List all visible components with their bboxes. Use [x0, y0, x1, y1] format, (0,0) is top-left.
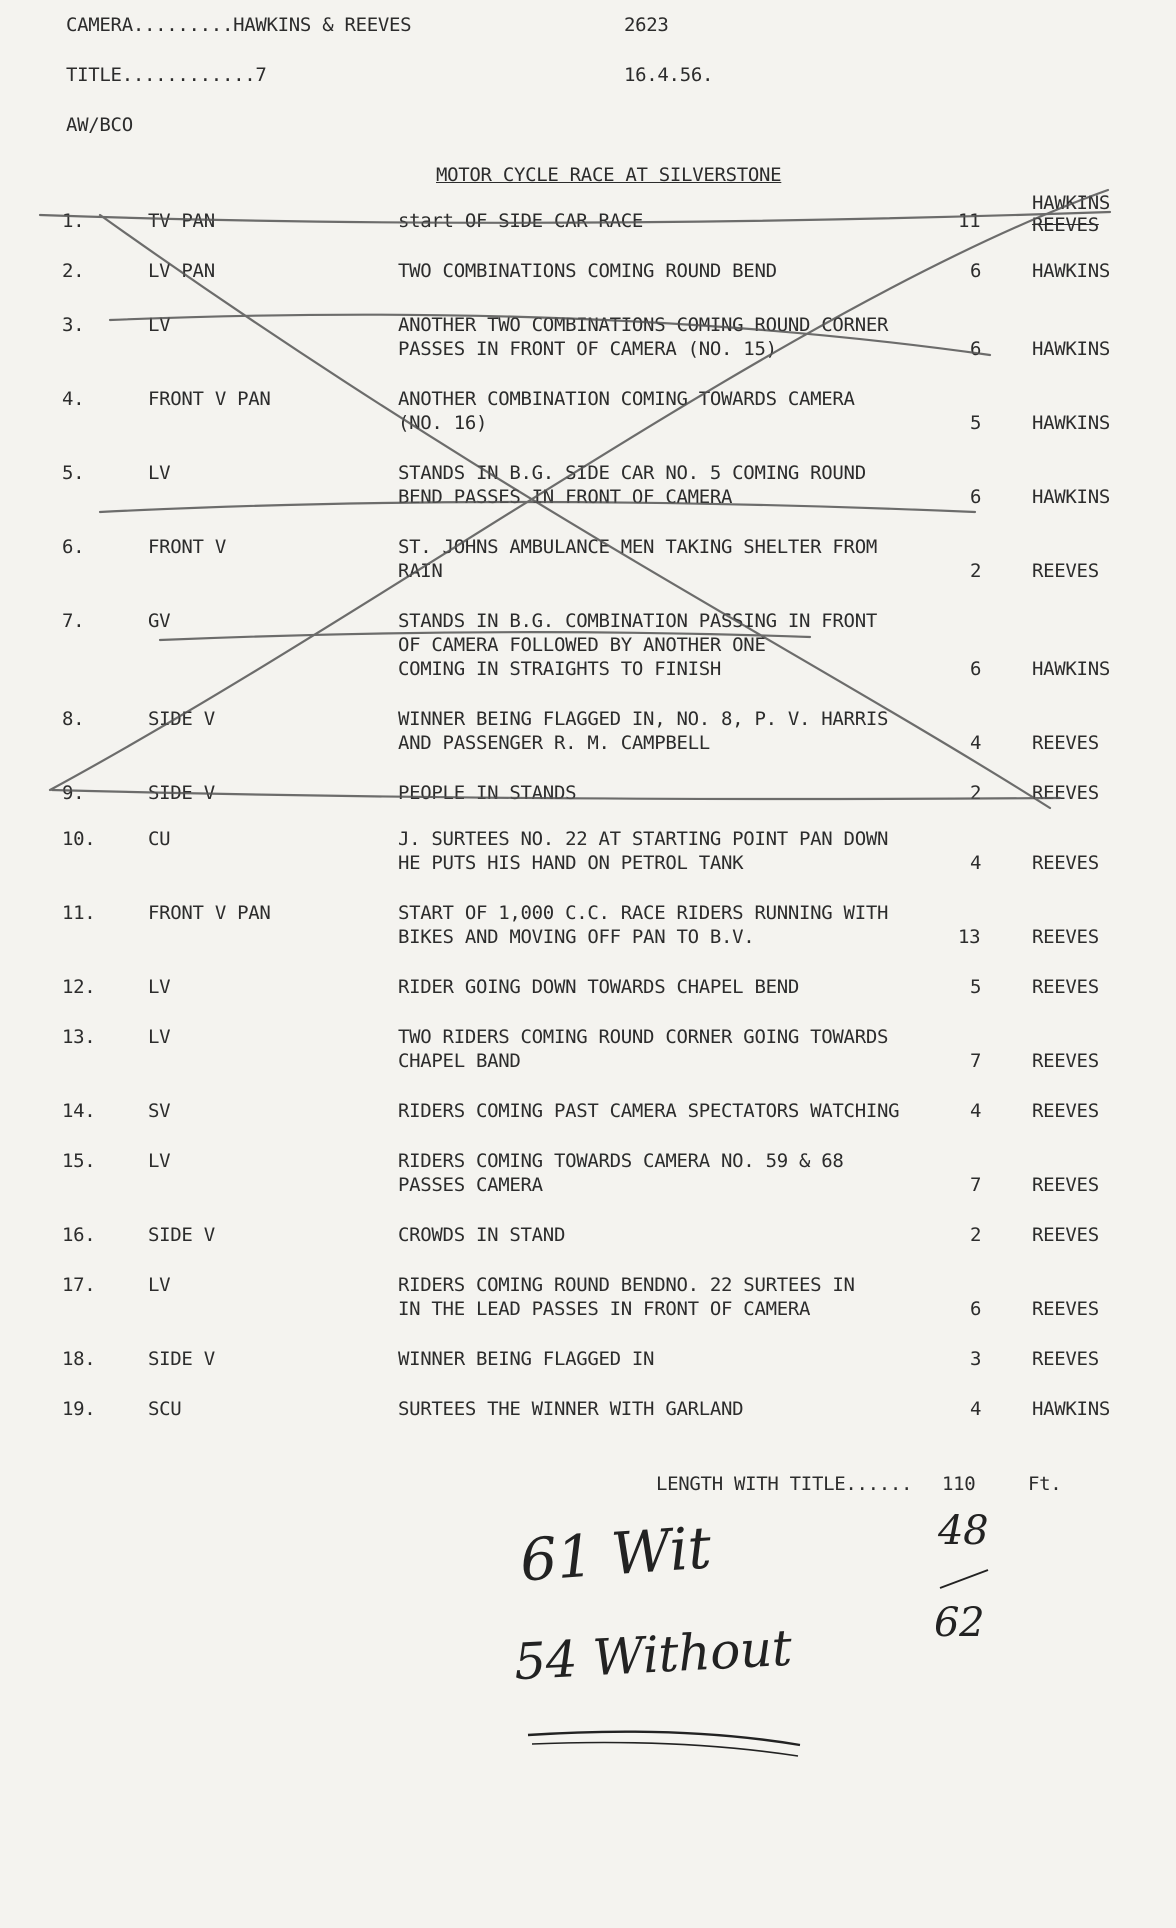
shot-description-line: IN THE LEAD PASSES IN FRONT OF CAMERA [398, 1298, 811, 1320]
shot-camera: HAWKINS [1032, 338, 1110, 360]
shot-length: 6 [970, 658, 982, 680]
handwritten-calc-top: 48 [938, 1508, 989, 1554]
shot-description-line: RIDERS COMING PAST CAMERA SPECTATORS WATCHING [398, 1100, 900, 1122]
shot-number: 7. [62, 610, 85, 632]
shot-number: 2. [62, 260, 85, 282]
shot-description-line: RIDERS COMING TOWARDS CAMERA NO. 59 & 68 [398, 1150, 844, 1172]
handwritten-without-note: 54 Without [512, 1618, 794, 1692]
shot-type: CU [148, 828, 171, 850]
shot-description-line: RIDER GOING DOWN TOWARDS CHAPEL BEND [398, 976, 800, 998]
shot-type: LV [148, 1026, 171, 1048]
shot-length: 3 [970, 1348, 982, 1370]
length-value: 110 [942, 1473, 976, 1495]
shot-description-line: ANOTHER COMBINATION COMING TOWARDS CAMERA [398, 388, 855, 410]
shot-number: 5. [62, 462, 85, 484]
shot-type: LV [148, 976, 171, 998]
shot-length: 7 [970, 1050, 982, 1072]
document-number: 2623 [624, 14, 669, 36]
shot-camera-struck: REEVES [1032, 214, 1099, 236]
shot-description-line: TWO RIDERS COMING ROUND CORNER GOING TOWARDS [398, 1026, 889, 1048]
shot-type: FRONT V PAN [148, 388, 271, 410]
shot-type: FRONT V PAN [148, 902, 271, 924]
shot-camera: REEVES [1032, 560, 1099, 582]
shot-type: LV [148, 1274, 171, 1296]
shot-type: SIDE V [148, 708, 215, 730]
shot-length: 6 [970, 1298, 982, 1320]
shot-type: SIDE V [148, 1224, 215, 1246]
shot-description-line: COMING IN STRAIGHTS TO FINISH [398, 658, 722, 680]
shot-number: 6. [62, 536, 85, 558]
shot-number: 12. [62, 976, 96, 998]
shot-description-line: WINNER BEING FLAGGED IN [398, 1348, 655, 1370]
shot-description-line: J. SURTEES NO. 22 AT STARTING POINT PAN DOWN [398, 828, 889, 850]
shot-description-line: STANDS IN B.G. COMBINATION PASSING IN FRONT [398, 610, 877, 632]
shot-description-line: HE PUTS HIS HAND ON PETROL TANK [398, 852, 744, 874]
shot-length: 7 [970, 1174, 982, 1196]
shot-type: SIDE V [148, 1348, 215, 1370]
shot-camera: REEVES [1032, 852, 1099, 874]
shot-length: 6 [970, 260, 982, 282]
shot-length: 4 [970, 1398, 982, 1420]
shot-description-line: START OF 1,000 C.C. RACE RIDERS RUNNING WITH [398, 902, 889, 924]
shot-length: 2 [970, 782, 982, 804]
shot-camera: REEVES [1032, 1224, 1099, 1246]
shot-type: FRONT V [148, 536, 226, 558]
shot-number: 9. [62, 782, 85, 804]
shot-camera: REEVES [1032, 1100, 1099, 1122]
shot-description-line: ST. JOHNS AMBULANCE MEN TAKING SHELTER FROM [398, 536, 877, 558]
document-date: 16.4.56. [624, 64, 714, 86]
shot-description-line: SURTEES THE WINNER WITH GARLAND [398, 1398, 744, 1420]
shot-type: LV [148, 1150, 171, 1172]
shot-description-line: PASSES IN FRONT OF CAMERA (NO. 15) [398, 338, 777, 360]
shot-type: LV [148, 314, 171, 336]
shot-type: TV PAN [148, 210, 215, 232]
shot-type: LV [148, 462, 171, 484]
shot-length: 11 [958, 210, 981, 232]
shot-description-line: STANDS IN B.G. SIDE CAR NO. 5 COMING ROUND [398, 462, 866, 484]
shot-camera: HAWKINS [1032, 260, 1110, 282]
shot-camera: REEVES [1032, 1348, 1099, 1370]
shot-camera: HAWKINS [1032, 486, 1110, 508]
shot-description-line: start OF SIDE CAR RACE [398, 210, 644, 232]
shot-camera: HAWKINS [1032, 412, 1110, 434]
shot-number: 11. [62, 902, 96, 924]
shot-number: 18. [62, 1348, 96, 1370]
shot-type: SV [148, 1100, 171, 1122]
shot-camera: REEVES [1032, 1174, 1099, 1196]
shot-type: GV [148, 610, 171, 632]
shot-description-line: PEOPLE IN STANDS [398, 782, 577, 804]
shot-length: 6 [970, 338, 982, 360]
shot-description-line: (NO. 16) [398, 412, 488, 434]
title-line: TITLE............7 [66, 64, 267, 86]
shot-length: 2 [970, 560, 982, 582]
shot-description-line: BEND PASSES IN FRONT OF CAMERA [398, 486, 733, 508]
shot-camera: REEVES [1032, 782, 1099, 804]
shot-number: 4. [62, 388, 85, 410]
shot-description-line: RAIN [398, 560, 443, 582]
shot-length: 13 [958, 926, 981, 948]
shot-number: 17. [62, 1274, 96, 1296]
shot-type: SIDE V [148, 782, 215, 804]
shot-number: 10. [62, 828, 96, 850]
shot-type: LV PAN [148, 260, 215, 282]
shot-description-line: OF CAMERA FOLLOWED BY ANOTHER ONE [398, 634, 766, 656]
shot-number: 1. [62, 210, 85, 232]
shot-description-line: RIDERS COMING ROUND BENDNO. 22 SURTEES IN [398, 1274, 855, 1296]
shot-number: 16. [62, 1224, 96, 1246]
shot-camera: REEVES [1032, 1050, 1099, 1072]
document-title: MOTOR CYCLE RACE AT SILVERSTONE [436, 164, 782, 186]
shot-camera: REEVES [1032, 976, 1099, 998]
shot-description-line: BIKES AND MOVING OFF PAN TO B.V. [398, 926, 755, 948]
shot-description-line: CROWDS IN STAND [398, 1224, 566, 1246]
shot-length: 4 [970, 1100, 982, 1122]
shot-camera: REEVES [1032, 732, 1099, 754]
shot-type: SCU [148, 1398, 182, 1420]
shot-camera: REEVES [1032, 926, 1099, 948]
handwritten-with-note: 61 Wit [517, 1513, 714, 1595]
reference-code: AW/BCO [66, 114, 133, 136]
shot-number: 19. [62, 1398, 96, 1420]
shot-length: 5 [970, 412, 982, 434]
shot-length: 4 [970, 732, 982, 754]
shot-camera: HAWKINS [1032, 1398, 1110, 1420]
shot-length: 4 [970, 852, 982, 874]
shot-number: 15. [62, 1150, 96, 1172]
shot-length: 2 [970, 1224, 982, 1246]
length-unit: Ft. [1028, 1473, 1062, 1495]
shot-number: 14. [62, 1100, 96, 1122]
shot-number: 8. [62, 708, 85, 730]
shot-length: 6 [970, 486, 982, 508]
shot-camera: REEVES [1032, 1298, 1099, 1320]
shot-number: 3. [62, 314, 85, 336]
shot-description-line: ANOTHER TWO COMBINATIONS COMING ROUND CORNER [398, 314, 889, 336]
shot-description-line: WINNER BEING FLAGGED IN, NO. 8, P. V. HARRIS [398, 708, 889, 730]
shot-description-line: TWO COMBINATIONS COMING ROUND BEND [398, 260, 777, 282]
shot-number: 13. [62, 1026, 96, 1048]
shot-description-line: CHAPEL BAND [398, 1050, 521, 1072]
shot-description-line: PASSES CAMERA [398, 1174, 543, 1196]
shot-length: 5 [970, 976, 982, 998]
shot-camera: HAWKINS [1032, 192, 1110, 214]
camera-line: CAMERA.........HAWKINS & REEVES [66, 14, 412, 36]
handwritten-calc-bottom: 62 [934, 1600, 985, 1646]
length-label: LENGTH WITH TITLE...... [656, 1473, 913, 1495]
shot-description-line: AND PASSENGER R. M. CAMPBELL [398, 732, 710, 754]
shot-camera: HAWKINS [1032, 658, 1110, 680]
